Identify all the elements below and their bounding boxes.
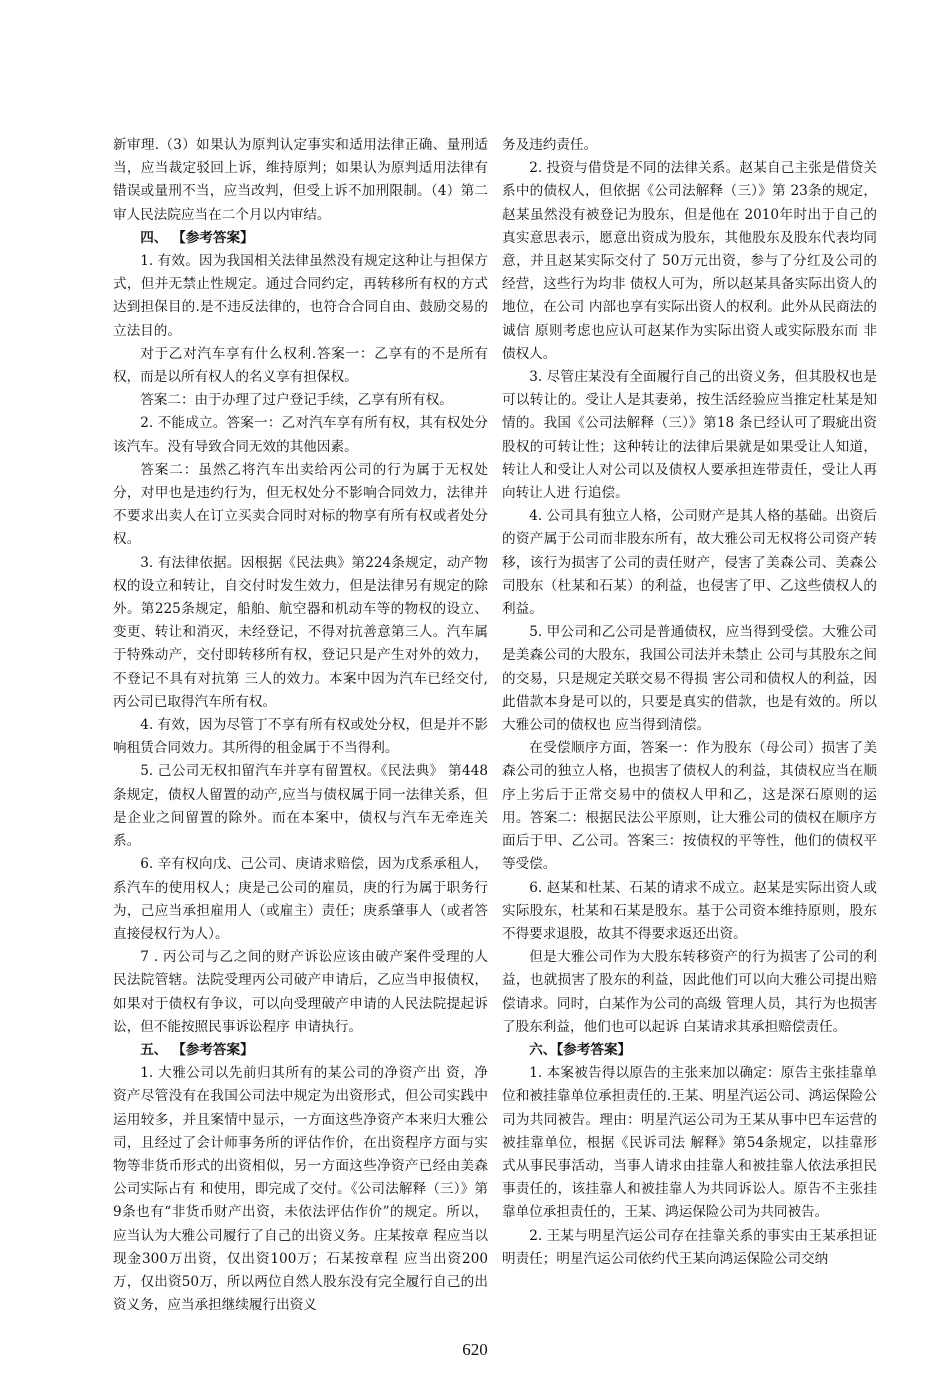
- section-heading: 五、 【参考答案】: [140, 1041, 254, 1058]
- paragraph: 4. 有效，因为尽管丁不享有所有权或处分权，但是并不影响租赁合同效力。其所得的租金属于不当得利。: [113, 717, 488, 757]
- paragraph: 3. 尽管庄某没有全面履行自己的出资义务，但其股权也是可以转让的。受让人是其妻弟，按生活经验应当推定杜某是知情的。我国《公司法解释（三）》第18 条已经认可了瑕疵出资股权的可转让性；这种转让的法律后果就是如果受让人知道，转让人和受让人对公司以及债权人要承担连带责任，受让人再向转让人进 行追偿。: [502, 369, 877, 502]
- paragraph: 2. 不能成立。答案一：乙对汽车享有所有权，其有权处分该汽车。没有导致合同无效的其他因素。: [113, 415, 488, 455]
- paragraph: 2. 投资与借贷是不同的法律关系。赵某自己主张是借贷关系中的债权人，但依据《公司法解释（三）》第 23条的规定，赵某虽然没有被登记为股东，但是他在 2010年时出于自己的真实意思表示，愿意出资成为股东，其他股东及股东代表均同意，并且赵某实际交付了 50万元出资，参与了分红及公司的经营，这些行为均非 债权人可为，所以赵某具备实际出资人的地位，在公司 内部也享有实际出资人的权利。此外从民商法的诚信 原则考虑也应认可赵某作为实际出资人或实际股东而 非债权人。: [502, 160, 877, 362]
- paragraph: 6. 赵某和杜某、石某的请求不成立。赵某是实际出资人或实际股东，杜某和石某是股东。基于公司资本维持原则，股东不得要求退股，故其不得要求返还出资。: [502, 879, 877, 942]
- paragraph: 6. 辛有权向戊、己公司、庚请求赔偿，因为戊系承租人，系汽车的使用权人；庚是己公司的雇员，庚的行为属于职务行为，己应当承担雇用人（或雇主）责任；庚系肇事人（或者答直接侵权行为人）。: [113, 856, 488, 942]
- section-heading: 四、 【参考答案】: [140, 229, 254, 246]
- page-number: 620: [462, 1340, 488, 1359]
- right-column: [502, 134, 877, 1271]
- paragraph: 5. 己公司无权扣留汽车并享有留置权。《民法典》 第448条规定，债权人留置的动产,应当与债权属于同一法律关系，但是企业之间留置的除外。而在本案中，债权与汽车无牵连关系。: [113, 763, 488, 850]
- paragraph: 在受偿顺序方面，答案一：作为股东（母公司）损害了美森公司的独立人格，也损害了债权人的利益，其债权应当在顺序上劣后于正常交易中的债权人甲和乙，这是深石原则的运用。答案二：根据民法公平原则，让大雅公司的债权在顺序方面后于甲、乙公司。答案三：按债权的平等性，他们的债权平等受偿。: [502, 740, 877, 873]
- paragraph: 新审理.（3）如果认为原判认定事实和适用法律正确、量刑适当，应当裁定驳回上诉，维持原判；如果认为原判适用法律有错误或量刑不当，应当改判，但受上诉不加刑限制。（4）第二审人民法院应当在二个月以内审结。: [113, 137, 488, 223]
- paragraph: 务及违约责任。: [502, 137, 598, 153]
- paragraph: 对于乙对汽车享有什么权利.答案一：乙享有的不是所有权，而是以所有权人的名义享有担保权。: [113, 345, 488, 386]
- paragraph: 答案二：虽然乙将汽车出卖给丙公司的行为属于无权处分，对甲也是违约行为，但无权处分不影响合同效力，法律并不要求出卖人在订立买卖合同时对标的物享有所有权或者处分权。: [113, 461, 488, 548]
- paragraph: 1. 大雅公司以先前归其所有的某公司的净资产出 资，净资产尽管没有在我国公司法中规定为出资形式，但公司实践中运用较多，并且案情中显示，一方面这些净资产本来归大雅公司，且经过了会计师事务所的评估作价，在出资程序方面与实物等非货币形式的出资相似，另一方面这些净资产已经由美森公司实际占有 和使用，即完成了交付。《公司法解释（三）》第9条也有“非货币财产出资，未依法评估作价”的规定。所以，应当认为大雅公司履行了自己的出资义务。庄某按章 程应当以现金300万出资，仅出资100万；石某按章程 应当出资200万，仅出资50万，所以两位自然人股东没有完全履行自己的出资义务，应当承担继续履行出资义: [113, 1065, 488, 1314]
- paragraph: 但是大雅公司作为大股东转移资产的行为损害了公司的利益，也就损害了股东的利益，因此他们可以向大雅公司提出赔偿请求。同时，白某作为公司的高级 管理人员，其行为也损害了股东利益，他们也可以起诉 白某请求其承担赔偿责任。: [502, 949, 877, 1035]
- paragraph: 1. 有效。因为我国相关法律虽然没有规定这种让与担保方式，但并无禁止性规定。通过合同约定，再转移所有权的方式达到担保目的.是不违反法律的，也符合合同自由、鼓励交易的立法目的。: [113, 253, 488, 339]
- paragraph: 1. 本案被告得以原告的主张来加以确定：原告主张挂靠单位和被挂靠单位承担责任的.王某、明星汽运公司、鸿运保险公司为共同被告。理由：明星汽运公司为王某从事中巴车运营的被挂靠单位，根据《民诉司法 解释》第54条规定，以挂靠形式从事民事活动，当事人请求由挂靠人和被挂靠人依法承担民事责任的，该挂靠人和被挂靠人为共同诉讼人。原告不主张挂靠单位承担责任的，王某、鸿运保险公司为共同被告。: [502, 1065, 877, 1221]
- paragraph: 3. 有法律依据。因根据《民法典》第224条规定，动产物权的设立和转让，自交付时发生效力，但是法律另有规定的除外。第225条规定，船舶、航空器和机动车等的物权的设立、变更、转让和消灭，未经登记，不得对抗善意第三人。汽车属于特殊动产，交付即转移所有权，登记只是产生对外的效力，不登记不具有对抗第 三人的效力。本案中因为汽车已经交付,丙公司已取得汽车所有权。: [113, 554, 488, 710]
- paragraph: 答案二：由于办理了过户登记手续，乙享有所有权。: [140, 392, 453, 409]
- paragraph: 5. 甲公司和乙公司是普通债权，应当得到受偿。大雅公司是美森公司的大股东，我国公司法并未禁止 公司与其股东之间的交易，只是规定关联交易不得损 害公司和债权人的利益，因此借款本身是可以的，只要是真实的借款，也是有效的。所以大雅公司的债权也 应当得到清偿。: [502, 624, 877, 734]
- paragraph: 4. 公司具有独立人格，公司财产是其人格的基础。出资后的资产属于公司而非股东所有，故大雅公司无权将公司资产转移，该行为损害了公司的责任财产，侵害了美森公司、美森公司股东（杜某和石某）的利益，也侵害了甲、乙这些债权人的利益。: [502, 508, 877, 618]
- left-column: [113, 134, 488, 1317]
- paragraph: 2. 王某与明星汽运公司存在挂靠关系的事实由王某承担证明责任；明星汽运公司依约代王某向鸿运保险公司交纳: [502, 1227, 877, 1267]
- paragraph: 7 . 丙公司与乙之间的财产诉讼应该由破产案件受理的人民法院管辖。法院受理丙公司破产申请后，乙应当申报债权，如果对于债权有争议，可以向受理破产申请的人民法院提起诉讼，但不能按照民事诉讼程序 申请执行。: [113, 949, 488, 1035]
- section-heading: 六、【参考答案】: [529, 1041, 632, 1058]
